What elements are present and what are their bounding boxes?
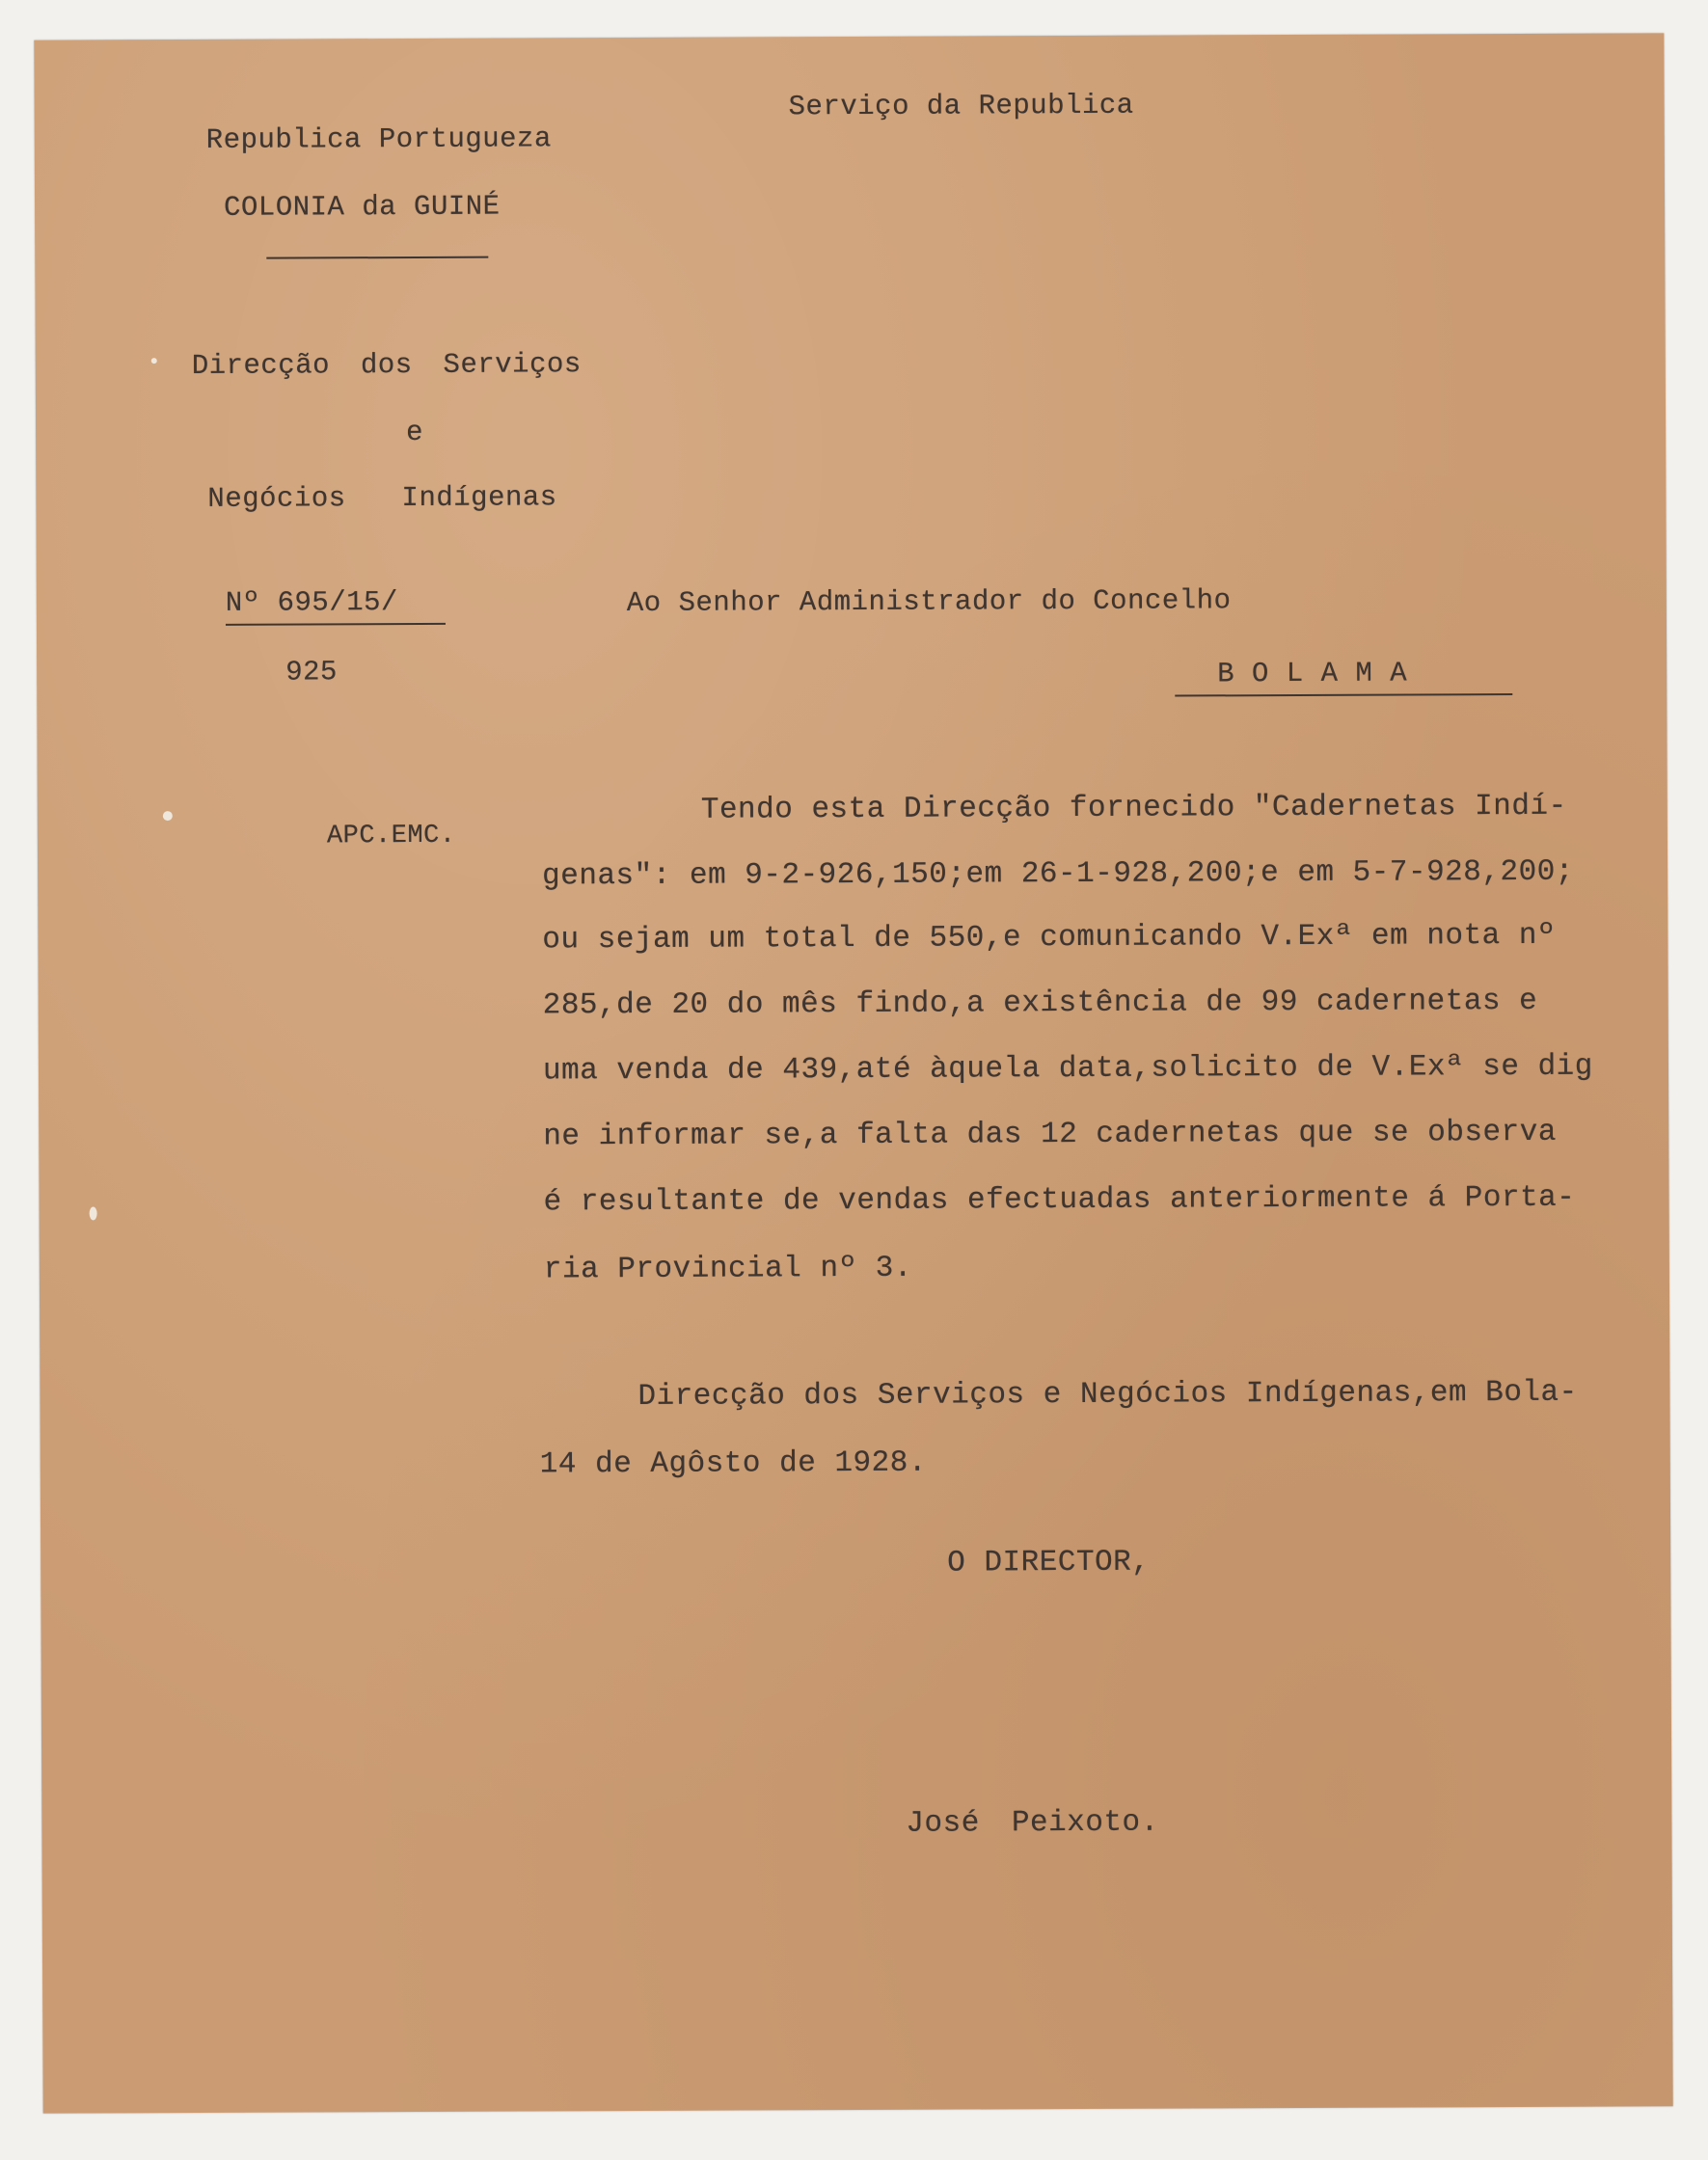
department-line-2: e xyxy=(406,416,424,449)
body-line: uma venda de 439,até àquela data,solicito de V.Exª se dig xyxy=(542,1049,1593,1089)
body-line: ne informar se,a falta das 12 cadernetas que se observa xyxy=(543,1115,1558,1154)
signatory-title: O DIRECTOR, xyxy=(947,1545,1151,1580)
country-heading: Republica Portugueza xyxy=(205,122,552,156)
paper-blemish xyxy=(151,358,157,364)
closing-date-line: 14 de Agôsto de 1928. xyxy=(539,1445,928,1482)
paper-blemish xyxy=(163,811,173,821)
colony-heading: COLONIA da GUINÉ xyxy=(224,190,501,224)
department-line-1: Direcção dos Serviços xyxy=(191,348,582,382)
paper-blemish xyxy=(90,1206,97,1220)
department-line-3: Negócios Indígenas xyxy=(207,481,557,515)
addressee-place: B O L A M A xyxy=(1217,657,1408,690)
body-line: é resultante de vendas efectuadas anteriormente á Porta- xyxy=(543,1180,1576,1220)
document-page xyxy=(34,33,1672,2113)
reference-year: 925 xyxy=(285,656,338,688)
addressee-line: Ao Senhor Administrador do Concelho xyxy=(626,584,1232,620)
reference-underline xyxy=(226,623,446,626)
closing-place-line: Direcção dos Serviços e Negócios Indígenas,em Bola- xyxy=(637,1375,1578,1414)
body-line: ou sejam um total de 550,e comunicando V.Exª em nota nº xyxy=(542,918,1557,958)
body-line: genas": em 9-2-926,150;em 26-1-928,200;e em 5-7-928,200; xyxy=(542,854,1574,894)
body-line: ria Provincial nº 3. xyxy=(543,1251,913,1287)
body-line: Tendo esta Direcção fornecido "Cadernetas Indí- xyxy=(700,789,1567,827)
reference-initials: APC.EMC. xyxy=(326,821,456,851)
signature: José Peixoto. xyxy=(906,1805,1159,1841)
reference-number: Nº 695/15/ xyxy=(225,586,398,619)
addressee-underline xyxy=(1175,693,1512,697)
letterhead-divider xyxy=(266,256,488,259)
body-line: 285,de 20 do mês findo,a existência de 99 cadernetas e xyxy=(542,984,1538,1023)
service-header: Serviço da Republica xyxy=(788,89,1134,123)
